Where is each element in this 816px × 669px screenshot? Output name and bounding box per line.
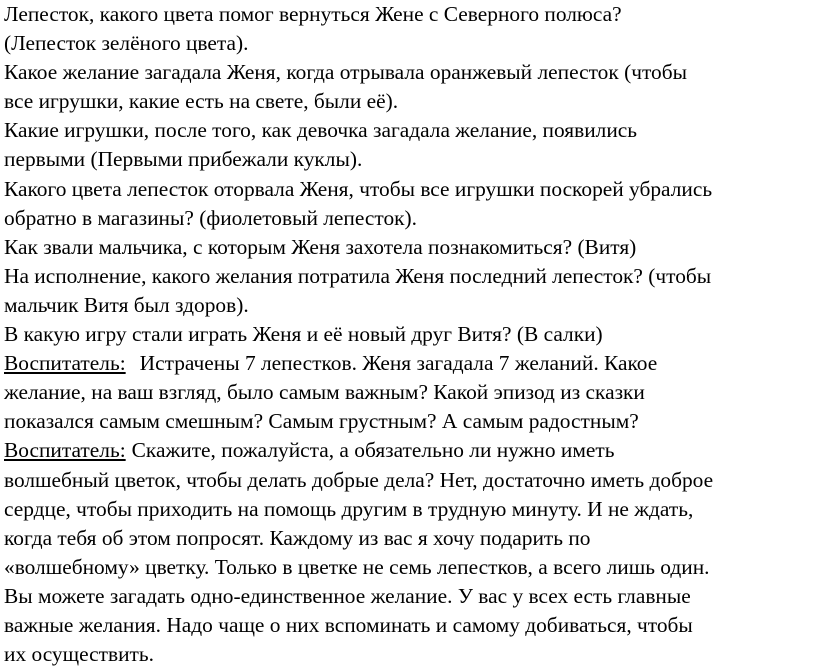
text-line: волшебный цветок, чтобы делать добрые дела? Нет, достаточно иметь доброе <box>4 467 714 492</box>
text-line: показался самым смешным? Самым грустным? А самым радостным? <box>4 409 639 434</box>
speech-text: Скажите, пожалуйста, а обязательно ли нужно иметь <box>131 438 615 463</box>
speech-first-line <box>4 349 816 378</box>
text-line: Как звали мальчика, с которым Женя захотела познакомиться? (Витя) <box>4 234 637 259</box>
text-line: (Лепесток зелёного цвета). <box>4 31 249 56</box>
text-line: «волшебному» цветку. Только в цветке не семь лепестков, а всего лишь один. <box>4 554 710 579</box>
text-line: Лепесток, какого цвета помог вернуться Жене с Северного полюса? <box>4 2 622 26</box>
speech-text: Истрачены 7 лепестков. Женя загадала 7 желаний. Какое <box>139 351 658 376</box>
text-line: их осуществить. <box>4 642 154 667</box>
text-line: В какую игру стали играть Женя и её новый друг Витя? (В салки) <box>4 322 603 347</box>
text-line: все игрушки, какие есть на свете, были её). <box>4 89 399 114</box>
text-line: сердце, чтобы приходить на помощь другим в трудную минуту. И не ждать, <box>4 496 694 521</box>
text-line: Вы можете загадать одно-единственное желание. У вас у всех есть главные <box>4 583 691 608</box>
text-line: Какое желание загадала Женя, когда отрывала оранжевый лепесток (чтобы <box>4 60 687 85</box>
text-line: Какого цвета лепесток оторвала Женя, чтобы все игрушки поскорей убрались <box>4 176 713 201</box>
text-line: обратно в магазины? (фиолетовый лепесток). <box>4 205 418 230</box>
speaker-label: Воспитатель: <box>4 438 126 463</box>
text-line: важные желания. Надо чаще о них вспоминать и самому добиваться, чтобы <box>4 612 693 637</box>
text-line: первыми (Первыми прибежали куклы). <box>4 147 363 172</box>
speech-first-line <box>4 436 816 465</box>
speaker-label: Воспитатель: <box>4 351 126 376</box>
text-line: желание, на ваш взгляд, было самым важным? Какой эпизод из сказки <box>4 380 645 405</box>
text-line: На исполнение, какого желания потратила Женя последний лепесток? (чтобы <box>4 263 712 288</box>
text-line: когда тебя об этом попросят. Каждому из вас я хочу подарить по <box>4 525 591 550</box>
text-line: мальчик Витя был здоров). <box>4 292 249 317</box>
text-line: Какие игрушки, после того, как девочка загадала желание, появились <box>4 118 638 143</box>
